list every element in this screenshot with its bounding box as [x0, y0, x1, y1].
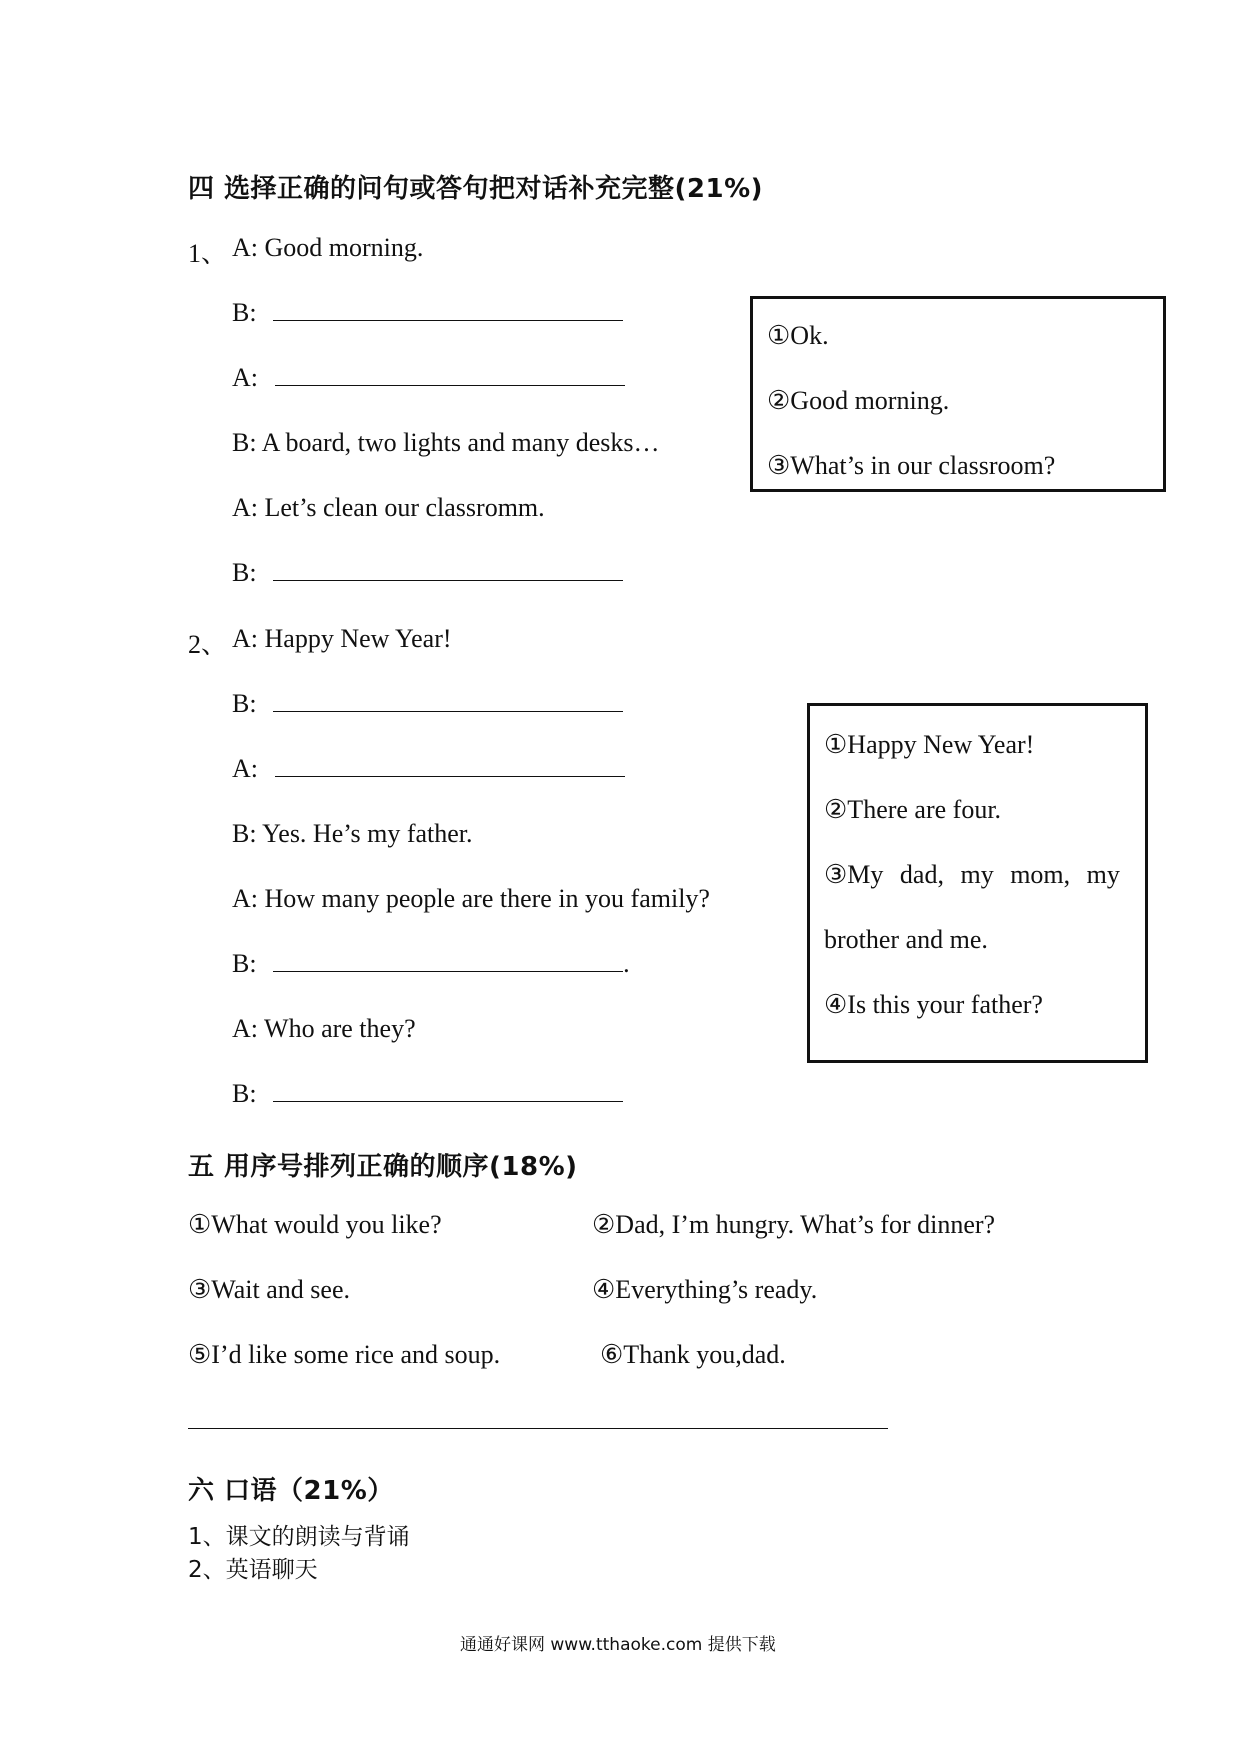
- order-item-1: ①What would you like?: [188, 1210, 442, 1239]
- order-item-5: ⑤I’d like some rice and soup.: [188, 1340, 501, 1369]
- q2-line-5: A: How many people are there in you family?: [232, 884, 710, 913]
- order-item-6: ⑥Thank you,dad.: [600, 1340, 786, 1369]
- section5-heading: 五 用序号排列正确的顺序(18%): [188, 1152, 578, 1182]
- q2-number: 2、: [188, 630, 228, 659]
- q2-line-7: A: Who are they?: [232, 1014, 416, 1043]
- q1-line-6: [232, 558, 623, 588]
- answer-line[interactable]: [188, 1428, 888, 1429]
- q1-options-box: [750, 296, 1166, 492]
- q1-option-3: ③What’s in our classroom?: [767, 451, 1056, 480]
- q1-number: 1、: [188, 239, 228, 268]
- q2-line-2: [232, 689, 623, 719]
- section6-heading: 六 口语（21%）: [188, 1476, 394, 1506]
- order-item-4: ④Everything’s ready.: [592, 1275, 818, 1304]
- speaker-label: B:: [232, 298, 257, 327]
- speaker-label: B:: [232, 558, 257, 587]
- q2-line-3: [232, 754, 625, 784]
- blank-period: .: [623, 949, 630, 978]
- q2-line-8: [232, 1079, 623, 1109]
- speaker-label: B:: [232, 689, 257, 718]
- footer-text: 通通好课网 www.tthaoke.com 提供下载: [460, 1635, 776, 1655]
- speaker-label: A:: [232, 363, 258, 392]
- q1-line-3: [232, 363, 625, 393]
- q2-option-4: ④Is this your father?: [824, 990, 1043, 1019]
- answer-blank[interactable]: [273, 689, 623, 712]
- answer-blank[interactable]: [273, 949, 623, 972]
- q2-option-1: ①Happy New Year!: [824, 730, 1035, 759]
- answer-blank[interactable]: [273, 298, 623, 321]
- speaker-label: B:: [232, 949, 257, 978]
- answer-blank[interactable]: [275, 754, 625, 777]
- q2-line-1: A: Happy New Year!: [232, 624, 452, 653]
- answer-blank[interactable]: [273, 558, 623, 581]
- q2-line-4: B: Yes. He’s my father.: [232, 819, 473, 848]
- q2-line-6: [232, 949, 630, 979]
- q2-option-2: ②There are four.: [824, 795, 1002, 824]
- q2-option-3: ③My dad, my mom, my: [824, 860, 1120, 889]
- section4-heading: 四 选择正确的问句或答句把对话补充完整(21%): [188, 174, 764, 204]
- q1-option-2: ②Good morning.: [767, 386, 950, 415]
- q2-options-box: [807, 703, 1148, 1063]
- order-item-2: ②Dad, I’m hungry. What’s for dinner?: [592, 1210, 996, 1239]
- speaker-label: B:: [232, 1079, 257, 1108]
- q1-line-1: A: Good morning.: [232, 233, 424, 262]
- q1-line-5: A: Let’s clean our classromm.: [232, 493, 545, 522]
- q1-option-1: ①Ok.: [767, 321, 829, 350]
- q1-line-4: B: A board, two lights and many desks…: [232, 428, 660, 457]
- answer-blank[interactable]: [273, 1079, 623, 1102]
- speaker-label: A:: [232, 754, 258, 783]
- answer-blank[interactable]: [275, 363, 625, 386]
- q1-line-2: [232, 298, 623, 328]
- oral-item-1: 1、课文的朗读与背诵: [188, 1524, 410, 1550]
- order-item-3: ③Wait and see.: [188, 1275, 350, 1304]
- q2-option-3-cont: brother and me.: [824, 925, 988, 954]
- oral-item-2: 2、英语聊天: [188, 1557, 318, 1583]
